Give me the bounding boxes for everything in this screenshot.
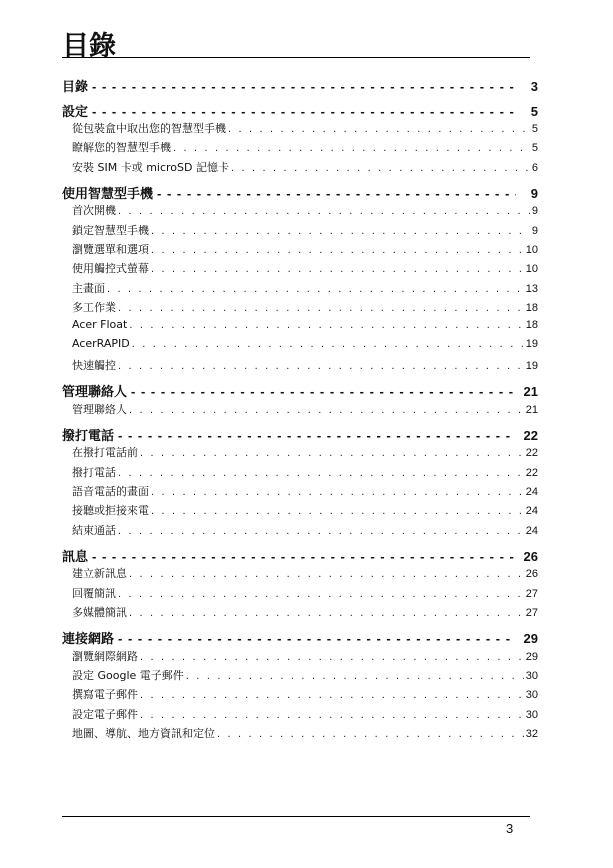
toc-entry-label: 首次開機 — [72, 204, 116, 218]
toc-entry-label: 撰寫電子郵件 — [72, 688, 138, 702]
toc-leader — [118, 467, 524, 479]
toc-leader — [129, 607, 524, 619]
toc-entry-label: 設定電子郵件 — [72, 707, 138, 721]
toc-entry[interactable] — [62, 159, 538, 178]
toc-leader — [118, 360, 524, 372]
toc-leader — [151, 505, 524, 517]
toc-entry-label: 結束通話 — [72, 523, 116, 537]
toc-entry-label: 瀏覽網際網路 — [72, 649, 138, 663]
toc-entry-label: 管理聯絡人 — [72, 402, 127, 416]
toc-section[interactable] — [62, 628, 538, 648]
toc-entry-page: 18 — [525, 301, 538, 314]
toc-entry-page: 24 — [525, 505, 538, 518]
toc-section-page: 3 — [530, 79, 538, 94]
toc-leader — [118, 588, 524, 600]
toc-entry-page: 30 — [525, 689, 538, 702]
toc-entry-label: 多媒體簡訊 — [72, 605, 127, 619]
toc-leader — [151, 486, 524, 498]
toc-section[interactable] — [62, 381, 538, 401]
toc-leader — [107, 283, 524, 295]
toc-entry[interactable] — [62, 202, 538, 221]
toc-leader — [173, 142, 530, 154]
toc-entry-page: 10 — [525, 263, 538, 276]
toc-leader — [186, 670, 524, 682]
toc-entry-label: 語音電話的畫面 — [72, 484, 149, 498]
toc-entry[interactable] — [62, 222, 538, 241]
toc-section-title: 連接網路 — [62, 632, 115, 648]
toc-entry-label: 設定 Google 電子郵件 — [72, 669, 184, 683]
toc-entry-page: 27 — [525, 606, 538, 619]
toc-entry-page: 13 — [525, 282, 538, 295]
toc-entry-page: 18 — [525, 319, 538, 332]
toc-leader — [151, 244, 524, 256]
toc-leader — [118, 302, 524, 314]
toc-section-page: 26 — [523, 548, 538, 564]
toc-leader — [131, 384, 516, 399]
toc-leader — [92, 549, 516, 564]
toc-entry-page: 5 — [531, 123, 538, 135]
toc-leader — [132, 338, 524, 350]
toc-entry-page: 9 — [531, 205, 538, 218]
toc-leader — [118, 525, 524, 537]
toc-entry-label: 撥打電話 — [72, 465, 116, 479]
toc-entry-page: 5 — [531, 142, 538, 155]
toc-entry-label: 回覆簡訊 — [72, 586, 116, 600]
toc-entry[interactable] — [62, 706, 538, 725]
toc-section-title: 撥打電話 — [62, 428, 115, 444]
toc-entry[interactable] — [62, 483, 538, 502]
toc-leader — [129, 319, 523, 331]
toc-entry[interactable] — [62, 139, 538, 158]
toc-leader — [118, 631, 516, 646]
toc-leader — [140, 709, 524, 721]
toc-entry-page: 30 — [525, 708, 538, 721]
toc-entry-label: 瞭解您的智慧型手機 — [72, 141, 171, 155]
toc-entry[interactable] — [62, 565, 538, 584]
toc-entry[interactable] — [62, 648, 538, 667]
toc-leader — [140, 447, 524, 459]
toc-entry-page: 22 — [525, 447, 538, 460]
toc-leader — [92, 104, 516, 119]
toc-entry-label: 多工作業 — [72, 300, 116, 314]
toc-entry[interactable] — [62, 280, 538, 299]
toc-entry-label: 鎖定智慧型手機 — [72, 223, 149, 237]
toc-section-title: 訊息 — [62, 549, 89, 565]
toc-section-title: 使用智慧型手機 — [62, 186, 154, 202]
toc-entry-label: 主畫面 — [72, 281, 105, 295]
toc-section-page: 29 — [523, 631, 538, 647]
toc-section[interactable] — [62, 425, 538, 445]
toc-entry-page: 26 — [525, 568, 538, 581]
toc-entry-page: 9 — [531, 224, 538, 237]
toc-section-title: 管理聯絡人 — [62, 385, 128, 401]
toc-entry[interactable] — [62, 585, 538, 604]
toc-entry-page: 21 — [525, 403, 538, 416]
toc-entry-label: 安裝 SIM 卡或 microSD 記憶卡 — [72, 160, 229, 174]
toc-leader — [129, 404, 524, 416]
toc-entry[interactable] — [62, 725, 538, 744]
title-divider — [62, 57, 530, 58]
toc-entry[interactable] — [62, 299, 538, 318]
toc-section[interactable] — [62, 101, 538, 121]
toc-section-page: 9 — [530, 185, 538, 201]
footer-divider — [62, 816, 530, 817]
toc-entry-page: 24 — [525, 524, 538, 537]
toc-section-page: 22 — [523, 427, 538, 443]
toc-section[interactable] — [62, 183, 538, 203]
toc-entry-page: 19 — [525, 359, 538, 372]
toc-leader — [217, 728, 524, 740]
toc-entry[interactable] — [62, 502, 538, 521]
toc-entry-label: 在撥打電話前 — [72, 446, 138, 460]
toc-entry-page: 24 — [525, 485, 538, 498]
toc-entry-label: 從包裝盒中取出您的智慧型手機 — [72, 122, 226, 135]
toc-entry[interactable] — [62, 401, 538, 420]
toc-entry-label: 快速觸控 — [72, 358, 116, 372]
toc-section-title: 設定 — [62, 104, 89, 120]
toc-leader — [118, 428, 516, 443]
toc-entry[interactable] — [62, 522, 538, 541]
toc-entry[interactable] — [62, 120, 538, 139]
toc-leader — [118, 205, 530, 217]
toc-entry[interactable] — [62, 667, 538, 686]
toc-leader — [151, 263, 524, 275]
toc-entry-page: 10 — [525, 243, 538, 256]
toc-leader — [231, 162, 530, 174]
toc-entry[interactable] — [62, 318, 538, 337]
toc-entry[interactable] — [62, 357, 538, 376]
toc-entry[interactable] — [62, 604, 538, 623]
toc-entry-page: 22 — [525, 466, 538, 479]
toc-entry[interactable] — [62, 686, 538, 705]
toc-entry-page: 32 — [525, 727, 538, 740]
toc-leader — [129, 568, 524, 580]
toc-leader — [228, 123, 530, 135]
toc-section[interactable] — [62, 546, 538, 566]
toc-entry-page: 30 — [525, 670, 538, 683]
toc-entry-page: 6 — [531, 161, 538, 174]
toc-entry[interactable] — [62, 241, 538, 260]
toc-entry[interactable] — [62, 444, 538, 463]
toc-section-page: 5 — [530, 103, 538, 119]
toc-entry[interactable] — [62, 337, 538, 356]
toc-entry-label: AcerRAPID — [72, 337, 130, 351]
toc-section-page: 21 — [523, 384, 538, 400]
toc-entry-label: 使用觸控式螢幕 — [72, 262, 149, 276]
toc-entry-label: 瀏覽選單和選項 — [72, 242, 149, 256]
toc-entry-page: 27 — [525, 587, 538, 600]
page-title: 目錄 — [62, 31, 116, 62]
toc-leader — [92, 79, 516, 94]
toc-entry-label: 地圖、導航、地方資訊和定位 — [72, 726, 215, 740]
toc-entry-label: Acer Float — [72, 318, 128, 332]
toc-leader — [140, 651, 524, 663]
toc-entry-label: 建立新訊息 — [72, 567, 127, 581]
toc-entry-page: 19 — [525, 338, 538, 351]
toc-section-title: 目錄 — [62, 80, 89, 95]
toc-entry[interactable] — [62, 464, 538, 483]
toc-entry[interactable] — [62, 260, 538, 279]
toc-section[interactable] — [62, 76, 538, 96]
toc-leader — [140, 689, 524, 701]
toc-entry-label: 接聽或拒接來電 — [72, 504, 149, 518]
table-of-contents — [62, 76, 538, 744]
toc-entry-page: 29 — [525, 650, 538, 663]
toc-leader — [157, 186, 516, 201]
page-number: 3 — [506, 821, 514, 836]
toc-leader — [151, 225, 530, 237]
